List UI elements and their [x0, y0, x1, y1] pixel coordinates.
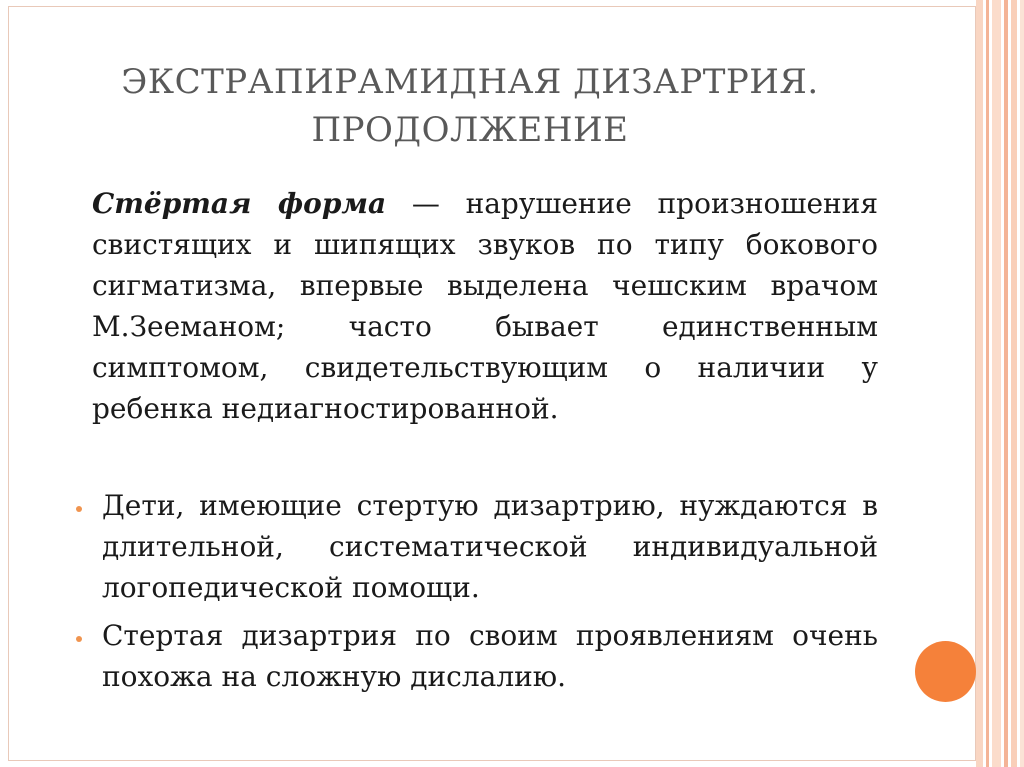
stripe [1020, 0, 1024, 767]
stripe [976, 0, 983, 767]
slide-title [90, 58, 850, 154]
intro-text: — нарушение произношения свистящих и шипящих звуков по типу бокового сигматизма, впервые выделена чешским врачом М.Зееманом; часто бывает единственным симптомом, свидетельствующим о наличии у ребенка недиагностированной. [92, 187, 878, 425]
stripe [986, 0, 989, 767]
stripe [1004, 0, 1008, 767]
decorative-stripes [976, 0, 1024, 767]
decorative-circle [915, 641, 976, 702]
intro-term: Стёртая форма [92, 187, 387, 220]
stripe [1011, 0, 1017, 767]
bullet-dot [76, 636, 82, 642]
stripe [992, 0, 1001, 767]
bullet-item-2: Стертая дизартрия по своим проявлениям очень похожа на сложную дислалию. [102, 619, 878, 693]
intro-paragraph [92, 183, 878, 429]
title-line-1: ЭКСТРАПИРАМИДНАЯ ДИЗАРТРИЯ. [121, 62, 819, 102]
bullet-dot [76, 506, 82, 512]
title-line-2: ПРОДОЛЖЕНИЕ [311, 110, 629, 150]
bullet-item-1: Дети, имеющие стертую дизартрию, нуждаются в длительной, систематической индивидуальной логопедической помощи. [102, 489, 878, 604]
